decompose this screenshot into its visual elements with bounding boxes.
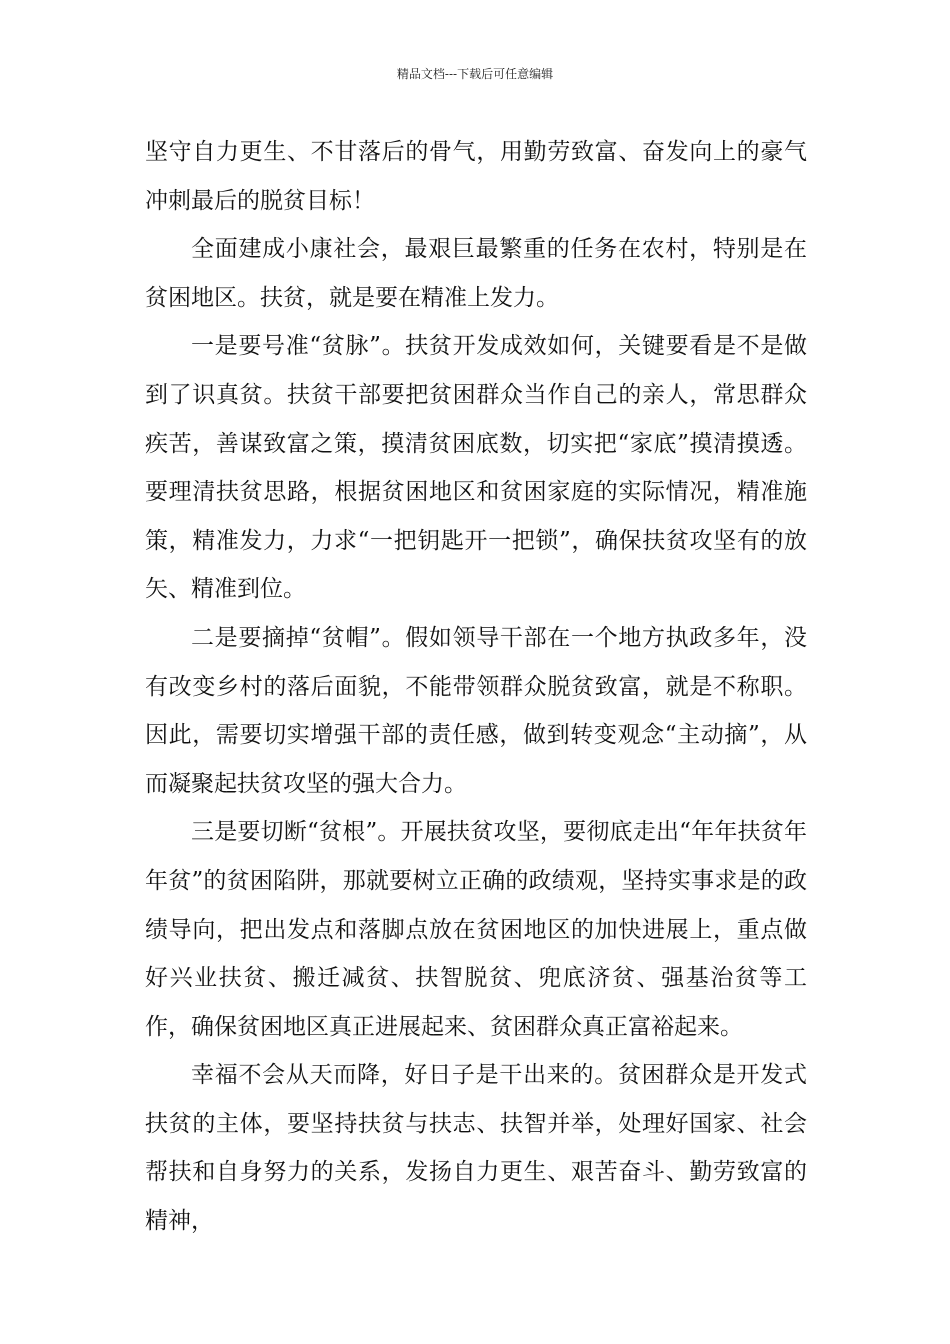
paragraph-5: 三是要切断“贫根”。开展扶贫攻坚，要彻底走出“年年扶贫年年贫”的贫困陷阱，那就要树立正确的政绩观，坚持实事求是的政绩导向，把出发点和落脚点放在贫困地区的加快进展上，重点做好兴业扶贫、搬迁减贫、扶智脱贫、兜底济贫、强基治贫等工作，确保贫困地区真正进展起来、贫困群众真正富裕起来。 — [145, 819, 807, 1040]
paragraph-6: 幸福不会从天而降，好日子是干出来的。贫困群众是开发式扶贫的主体，要坚持扶贫与扶志、扶智并举，处理好国家、社会帮扶和自身努力的关系，发扬自力更生、艰苦奋斗、勤劳致富的精神， — [145, 1062, 807, 1235]
paragraph-2: 全面建成小康社会，最艰巨最繁重的任务在农村，特别是在贫困地区。扶贫，就是要在精准上发力。 — [145, 236, 807, 311]
paragraph-4: 二是要摘掉“贫帽”。假如领导干部在一个地方执政多年，没有改变乡村的落后面貌，不能带领群众脱贫致富，就是不称职。因此，需要切实增强干部的责任感，做到转变观念“主动摘”，从而凝聚起扶贫攻坚的强大合力。 — [145, 624, 807, 797]
page-header: 精品文档---下载后可任意编辑 — [396, 67, 554, 81]
document-body — [145, 128, 807, 1246]
paragraph-3: 一是要号准“贫脉”。扶贫开发成效如何，关键要看是不是做到了识真贫。扶贫干部要把贫困群众当作自己的亲人，常思群众疾苦，善谋致富之策，摸清贫困底数，切实把“家底”摸清摸透。要理清扶贫思路，根据贫困地区和贫困家庭的实际情况，精准施策，精准发力，力求“一把钥匙开一把锁”，确保扶贫攻坚有的放矢、精准到位。 — [145, 333, 807, 603]
paragraph-1: 坚守自力更生、不甘落后的骨气，用勤劳致富、奋发向上的豪气冲刺最后的脱贫目标！ — [145, 139, 807, 214]
